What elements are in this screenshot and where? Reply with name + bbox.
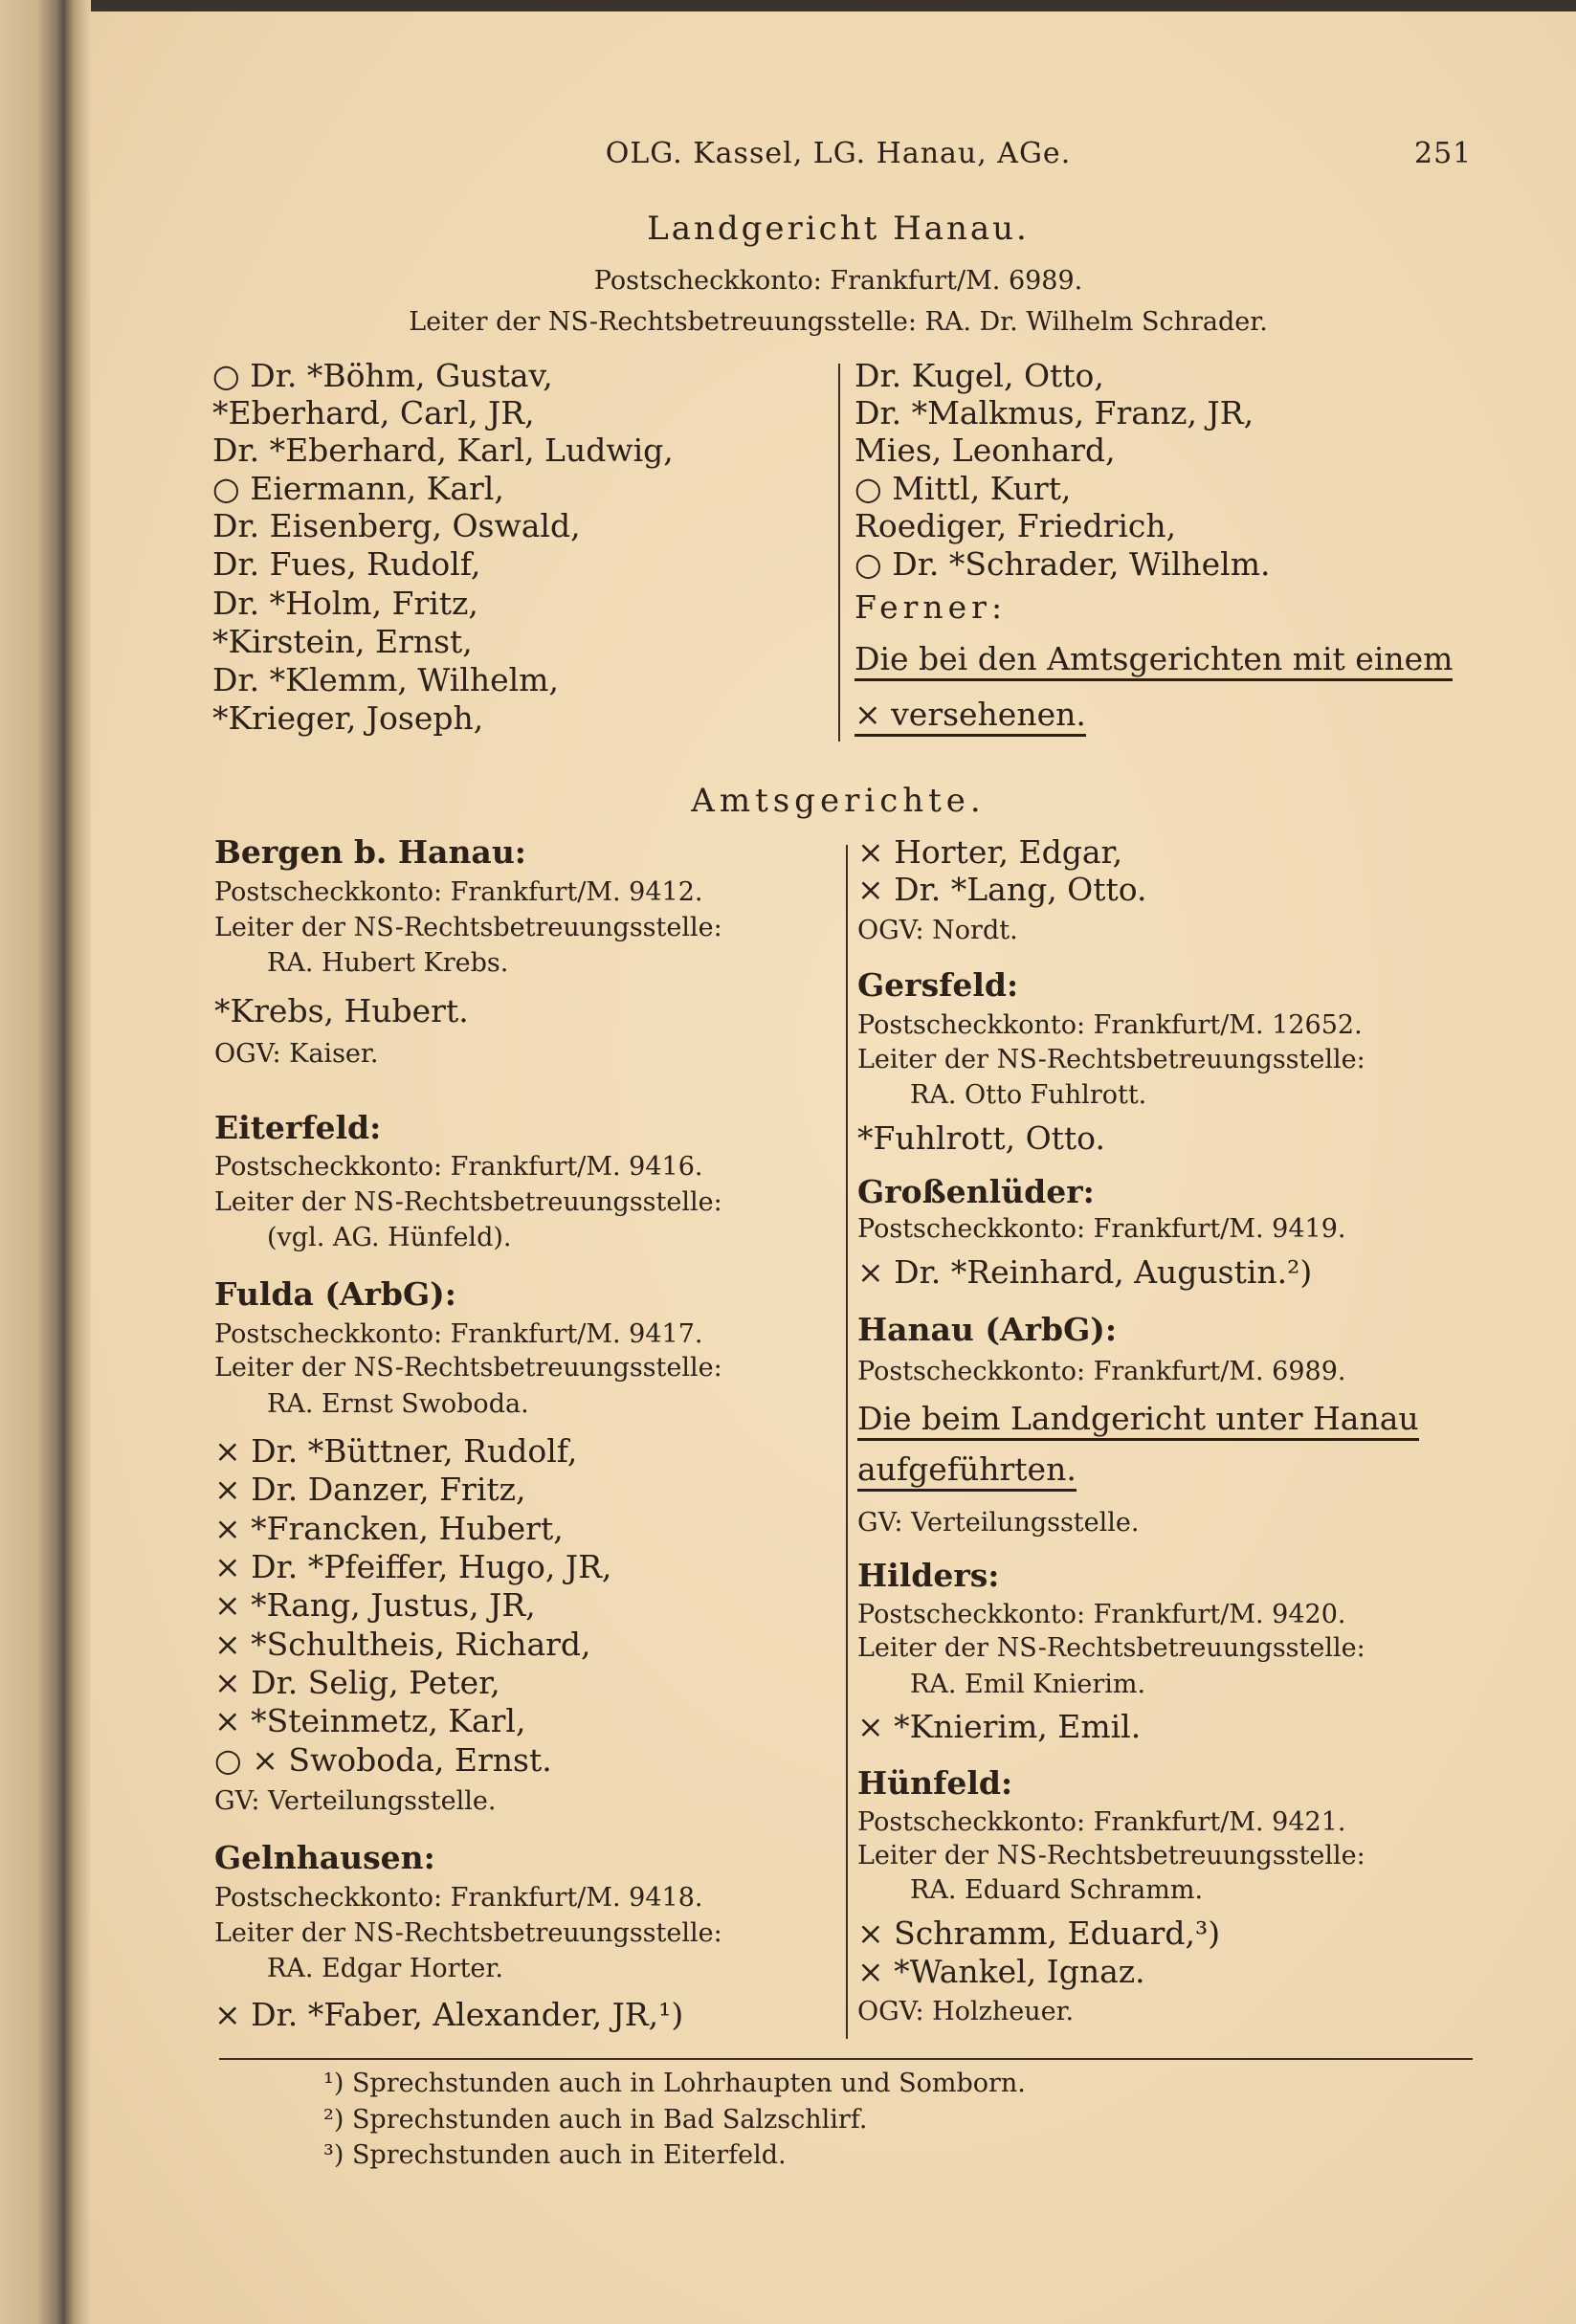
court-info: GV: Verteilungsstelle. <box>857 1508 1140 1538</box>
court-info: Postscheckkonto: Frankfurt/M. 9421. <box>857 1807 1346 1837</box>
court-info: RA. Ernst Swoboda. <box>267 1389 529 1419</box>
lawyer-name: *Krebs, Hubert. <box>214 992 469 1029</box>
lawyer-name: × Horter, Edgar, <box>857 833 1123 871</box>
scan-top-border <box>0 0 1576 11</box>
court-info: (vgl. AG. Hünfeld). <box>267 1223 512 1252</box>
court-info: Leiter der NS-Rechtsbetreuungsstelle: <box>857 1045 1365 1074</box>
court-info: Leiter der NS-Rechtsbetreuungsstelle: <box>214 1353 722 1383</box>
court-heading: Hilders: <box>857 1557 1000 1594</box>
lawyer-name: × *Francken, Hubert, <box>214 1510 564 1547</box>
lawyer-name: × Schramm, Eduard,³) <box>857 1915 1221 1952</box>
landgericht-title: Landgericht Hanau. <box>647 210 1030 248</box>
lawyer-name: ○ × Swoboda, Ernst. <box>214 1741 552 1779</box>
lawyer-name: × *Wankel, Ignaz. <box>857 1953 1145 1990</box>
court-info: Postscheckkonto: Frankfurt/M. 9417. <box>214 1319 703 1349</box>
footnote: ²) Sprechstunden auch in Bad Salzschlirf. <box>323 2105 868 2135</box>
lawyer-name: × Dr. *Faber, Alexander, JR,¹) <box>214 1996 684 2033</box>
lawyer-name: Dr. *Holm, Fritz, <box>212 585 478 622</box>
court-info: Postscheckkonto: Frankfurt/M. 12652. <box>857 1010 1363 1040</box>
lawyer-name: Dr. Fues, Rudolf, <box>212 545 481 583</box>
lawyer-name: ○ Dr. *Schrader, Wilhelm. <box>855 545 1271 583</box>
court-info: Leiter der NS-Rechtsbetreuungsstelle: <box>857 1633 1365 1663</box>
page-number: 251 <box>1414 137 1473 170</box>
court-info: Leiter der NS-Rechtsbetreuungsstelle: <box>214 913 722 942</box>
court-heading: Fulda (ArbG): <box>214 1275 456 1313</box>
lawyer-name: × Dr. *Pfeiffer, Hugo, JR, <box>214 1548 612 1585</box>
ferner-label: Ferner: <box>855 588 1008 626</box>
lawyer-name: × *Rang, Justus, JR, <box>214 1586 536 1624</box>
court-info: RA. Edgar Horter. <box>267 1954 503 1983</box>
lawyer-name: × Dr. *Büttner, Rudolf, <box>214 1432 578 1470</box>
lawyer-name: Dr. *Malkmus, Franz, JR, <box>855 394 1254 432</box>
footnote: ¹) Sprechstunden auch in Lohrhaupten und Somborn. <box>323 2069 1026 2098</box>
lawyer-name: ○ Mittl, Kurt, <box>855 470 1072 507</box>
court-info: RA. Emil Knierim. <box>910 1670 1146 1699</box>
court-info: Postscheckkonto: Frankfurt/M. 6989. <box>857 1357 1346 1386</box>
court-note: aufgeführten. <box>857 1453 1077 1492</box>
lawyer-name: Mies, Leonhard, <box>855 432 1116 469</box>
court-info: Postscheckkonto: Frankfurt/M. 9412. <box>214 877 703 907</box>
column-divider <box>846 845 848 2039</box>
court-info: Postscheckkonto: Frankfurt/M. 9419. <box>857 1214 1346 1244</box>
footnote: ³) Sprechstunden auch in Eiterfeld. <box>323 2140 787 2170</box>
lawyer-name: Dr. Kugel, Otto, <box>855 357 1104 394</box>
court-info: Postscheckkonto: Frankfurt/M. 9420. <box>857 1600 1346 1629</box>
court-info: Leiter der NS-Rechtsbetreuungsstelle: <box>214 1918 722 1948</box>
lawyer-name: *Krieger, Joseph, <box>212 699 484 737</box>
lawyer-name: *Kirstein, Ernst, <box>212 623 473 660</box>
court-info: Leiter der NS-Rechtsbetreuungsstelle: <box>214 1187 722 1217</box>
lawyer-name: × Dr. *Lang, Otto. <box>857 871 1147 908</box>
court-heading: Hünfeld: <box>857 1764 1013 1802</box>
court-heading: Eiterfeld: <box>214 1109 382 1146</box>
court-info: OGV: Holzheuer. <box>857 1997 1075 2026</box>
court-info: RA. Eduard Schramm. <box>910 1875 1204 1905</box>
court-info: OGV: Nordt. <box>857 916 1018 945</box>
court-info: RA. Hubert Krebs. <box>267 948 509 978</box>
lawyer-name: ○ Eiermann, Karl, <box>212 470 504 507</box>
lawyer-name: × Dr. Danzer, Fritz, <box>214 1471 526 1508</box>
landgericht-leiter: Leiter der NS-Rechtsbetreuungsstelle: RA. Dr. Wilhelm Schrader. <box>409 307 1268 337</box>
landgericht-postscheck: Postscheckkonto: Frankfurt/M. 6989. <box>593 266 1083 296</box>
lawyer-name: × *Steinmetz, Karl, <box>214 1702 526 1739</box>
court-heading: Bergen b. Hanau: <box>214 833 526 871</box>
column-divider <box>838 364 840 741</box>
court-heading: Gersfeld: <box>857 966 1019 1004</box>
lawyer-name: *Eberhard, Carl, JR, <box>212 394 535 432</box>
court-heading: Hanau (ArbG): <box>857 1311 1118 1348</box>
lawyer-name: ○ Dr. *Böhm, Gustav, <box>212 357 553 394</box>
running-head: OLG. Kassel, LG. Hanau, AGe. <box>605 137 1072 170</box>
lawyer-name: Dr. Eisenberg, Oswald, <box>212 507 581 544</box>
lawyer-name: Dr. *Klemm, Wilhelm, <box>212 661 559 698</box>
lawyer-name: × Dr. *Reinhard, Augustin.²) <box>857 1253 1313 1291</box>
footnote-rule <box>219 2058 1473 2060</box>
lawyer-name: × *Knierim, Emil. <box>857 1708 1142 1745</box>
court-info: OGV: Kaiser. <box>214 1039 379 1069</box>
lawyer-name: × Dr. Selig, Peter, <box>214 1664 500 1701</box>
court-note: Die beim Landgericht unter Hanau <box>857 1403 1419 1441</box>
court-info: Leiter der NS-Rechtsbetreuungsstelle: <box>857 1841 1365 1870</box>
lawyer-name: Dr. *Eberhard, Karl, Ludwig, <box>212 432 674 469</box>
amtsgerichte-title: Amtsgerichte. <box>691 782 986 820</box>
court-info: GV: Verteilungsstelle. <box>214 1786 497 1816</box>
lawyer-name: × *Schultheis, Richard, <box>214 1626 591 1663</box>
ferner-note: Die bei den Amtsgerichten mit einem <box>855 643 1453 681</box>
court-heading: Gelnhausen: <box>214 1839 435 1876</box>
ferner-note: × versehenen. <box>855 698 1086 737</box>
court-info: RA. Otto Fuhlrott. <box>910 1080 1147 1110</box>
lawyer-name: Roediger, Friedrich, <box>855 507 1177 544</box>
lawyer-name: *Fuhlrott, Otto. <box>857 1119 1105 1157</box>
court-info: Postscheckkonto: Frankfurt/M. 9416. <box>214 1152 703 1182</box>
court-heading: Großenlüder: <box>857 1173 1095 1210</box>
book-gutter <box>0 0 91 2324</box>
court-info: Postscheckkonto: Frankfurt/M. 9418. <box>214 1883 703 1913</box>
